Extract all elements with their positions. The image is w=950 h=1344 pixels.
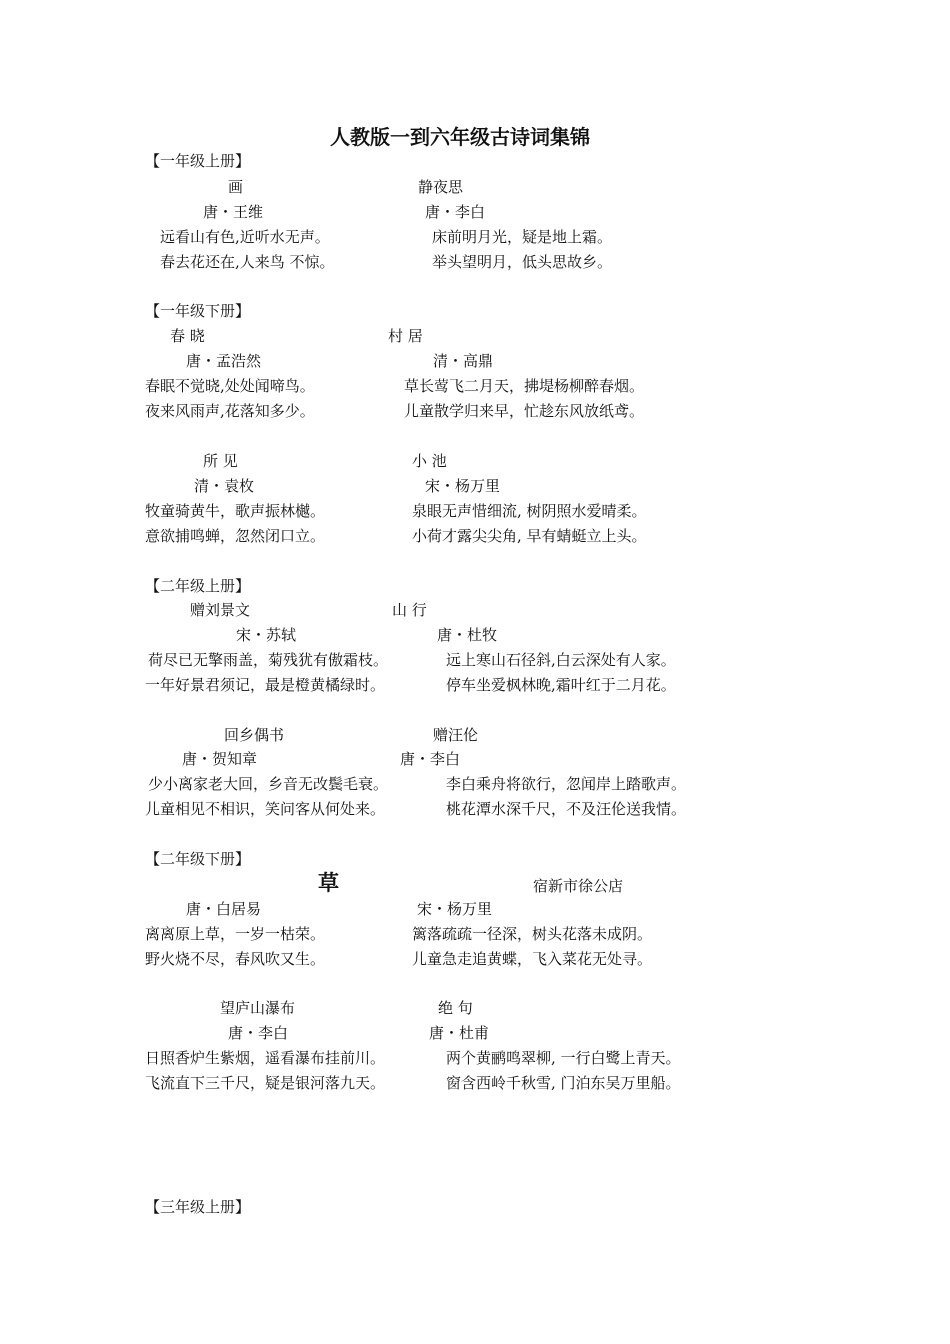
- poem-title: 小 池: [412, 452, 447, 470]
- poem-author: 唐・杜甫: [429, 1024, 490, 1042]
- poem-author: 宋・苏轼: [236, 626, 297, 644]
- poem-title: 赠汪伦: [433, 726, 479, 744]
- poem-author: 清・高鼎: [433, 352, 494, 370]
- poem-line: 离离原上草，一岁一枯荣。: [145, 925, 326, 943]
- poem-line: 日照香炉生紫烟，遥看瀑布挂前川。: [145, 1049, 386, 1067]
- poem-line: 意欲捕鸣蝉，忽然闭口立。: [145, 527, 326, 545]
- poem-line: 野火烧不尽，春风吹又生。: [145, 950, 326, 968]
- section-label: 【一年级上册】: [145, 152, 251, 170]
- poem-author: 唐・李白: [400, 750, 461, 768]
- poem-line: 少小离家老大回，乡音无改鬓毛衰。: [148, 775, 389, 793]
- section-label: 【二年级上册】: [145, 577, 251, 595]
- poem-author: 宋・杨万里: [417, 900, 493, 918]
- poem-title: 村 居: [388, 327, 423, 345]
- poem-title: 画: [228, 178, 244, 196]
- poem-line: 儿童急走追黄蝶，飞入菜花无处寻。: [412, 950, 653, 968]
- poem-line: 篱落疏疏一径深，树头花落未成阴。: [412, 925, 653, 943]
- poem-line: 牧童骑黄牛，歌声振林樾。: [145, 502, 326, 520]
- poem-author: 清・袁枚: [194, 477, 255, 495]
- poem-line: 窗含西岭千秋雪, 门泊东吴万里船。: [446, 1074, 681, 1092]
- section-label: 【三年级上册】: [145, 1198, 251, 1216]
- poem-line: 李白乘舟将欲行，忽闻岸上踏歌声。: [446, 775, 687, 793]
- poem-line: 儿童相见不相识，笑问客从何处来。: [145, 800, 386, 818]
- poem-author: 唐・杜牧: [437, 626, 498, 644]
- poem-line: 两个黄鹂鸣翠柳, 一行白鹭上青天。: [446, 1049, 681, 1067]
- poem-author: 唐・孟浩然: [186, 352, 262, 370]
- section-label: 【一年级下册】: [145, 302, 251, 320]
- poem-line: 飞流直下三千尺，疑是银河落九天。: [145, 1074, 386, 1092]
- poem-line: 春去花还在,人来鸟 不惊。: [160, 253, 335, 271]
- poem-title: 赠刘景文: [190, 601, 251, 619]
- poem-line: 床前明月光，疑是地上霜。: [432, 228, 613, 246]
- poem-line: 儿童散学归来早，忙趁东风放纸鸢。: [404, 402, 645, 420]
- poem-author: 唐・贺知章: [182, 750, 258, 768]
- poem-title: 回乡偶书: [224, 726, 285, 744]
- poem-line: 春眠不觉晓,处处闻啼鸟。: [145, 377, 315, 395]
- poem-title: 山 行: [392, 601, 427, 619]
- document-title: 人教版一到六年级古诗词集锦: [330, 125, 590, 149]
- poem-title: 静夜思: [418, 178, 464, 196]
- poem-line: 荷尽已无擎雨盖，菊残犹有傲霜枝。: [148, 651, 389, 669]
- poem-author: 唐・李白: [228, 1024, 289, 1042]
- poem-title: 宿新市徐公店: [533, 877, 624, 895]
- poem-title: 望庐山瀑布: [220, 999, 296, 1017]
- poem-title: 所 见: [203, 452, 238, 470]
- poem-line: 草长莺飞二月天，拂堤杨柳醉春烟。: [404, 377, 645, 395]
- section-label: 【二年级下册】: [145, 850, 251, 868]
- poem-line: 一年好景君须记，最是橙黄橘绿时。: [145, 676, 386, 694]
- poem-line: 远看山有色,近听水无声。: [160, 228, 330, 246]
- poem-author: 唐・李白: [425, 203, 486, 221]
- poem-title: 绝 句: [438, 999, 473, 1017]
- poem-line: 举头望明月，低头思故乡。: [432, 253, 613, 271]
- poem-title: 春 晓: [170, 327, 205, 345]
- poem-title: 草: [318, 870, 339, 895]
- poem-line: 泉眼无声惜细流, 树阴照水爱晴柔。: [412, 502, 647, 520]
- poem-line: 夜来风雨声,花落知多少。: [145, 402, 315, 420]
- poem-line: 桃花潭水深千尺，不及汪伦送我情。: [446, 800, 687, 818]
- poem-author: 唐・白居易: [186, 900, 262, 918]
- poem-author: 唐・王维: [203, 203, 264, 221]
- poem-line: 小荷才露尖尖角, 早有蜻蜓立上头。: [412, 527, 647, 545]
- poem-line: 远上寒山石径斜,白云深处有人家。: [446, 651, 676, 669]
- poem-line: 停车坐爱枫林晚,霜叶红于二月花。: [446, 676, 676, 694]
- poem-author: 宋・杨万里: [425, 477, 501, 495]
